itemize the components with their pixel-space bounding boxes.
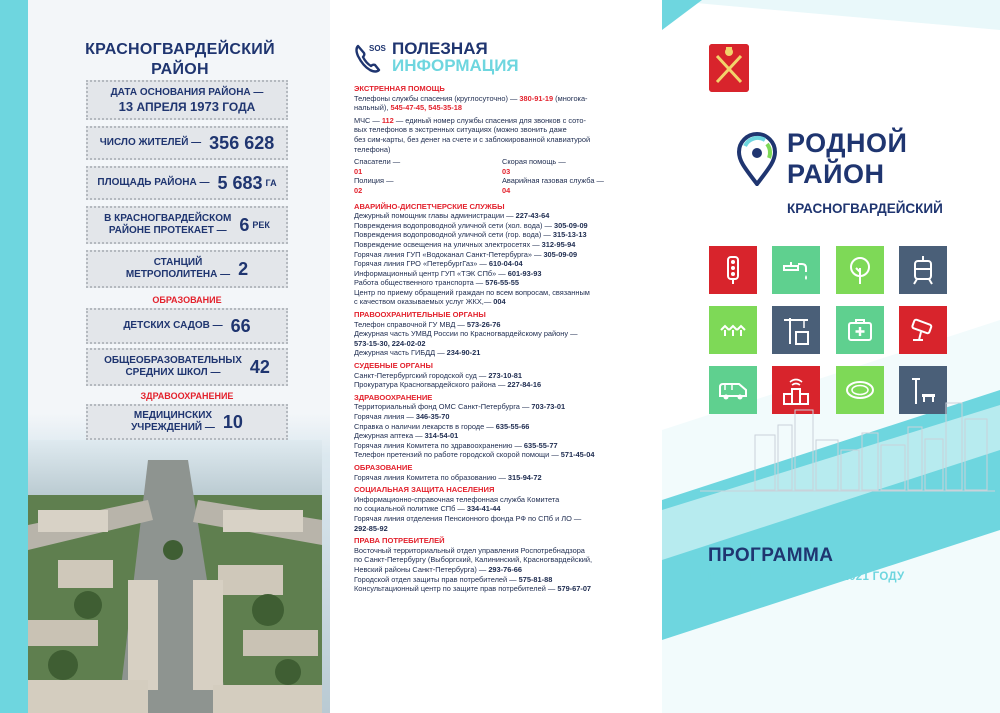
flowers-icon [717, 314, 749, 346]
contact-row: Горячая линия ГРО «ПетербургГаз» — 610-04-04 [354, 259, 523, 269]
fact-rivers: В КРАСНОГВАРДЕЙСКОМ РАЙОНЕ ПРОТЕКАЕТ — 6 РЕК [86, 206, 288, 244]
tile-traffic-light [709, 246, 757, 294]
social-item: Информационно-справочная телефонная служба Комитета по социальной политике СПб — 334-41-44 [354, 494, 560, 514]
tile-construction [772, 306, 820, 354]
contact-row: Справка о наличии лекарств в городе — 635-55-66 [354, 421, 530, 431]
city-aerial-photo [28, 440, 322, 713]
construction-crane-icon [780, 314, 812, 346]
law-item: Телефон справочной ГУ МВД — 573-26-76 [354, 319, 501, 329]
founding-date-value: 13 АПРЕЛЯ 1973 ГОДА [118, 98, 256, 114]
short-numbers-row-2: Полиция — 02 Аварийная газовая служба — 04 [354, 176, 604, 195]
tile-water-tap [772, 246, 820, 294]
education-contacts-heading: ОБРАЗОВАНИЕ [354, 462, 413, 472]
social-item: Горячая линия отделения Пенсионного фонда РФ по СПб и ЛО — 292-85-92 [354, 513, 582, 533]
consumer-item: Консультационный центр по защите прав потребителей — 579-67-07 [354, 584, 592, 594]
fact-metro: СТАНЦИЙ МЕТРОПОЛИТЕНА — 2 [86, 250, 288, 288]
water-tap-icon [780, 254, 812, 286]
contact-row: Повреждения водопроводной уличной сети (гор. вода) — 315-13-13 [354, 230, 587, 240]
social-heading: СОЦИАЛЬНАЯ ЗАЩИТА НАСЕЛЕНИЯ [354, 485, 495, 495]
security-camera-icon [907, 314, 939, 346]
traffic-light-icon [717, 254, 749, 286]
location-pin-logo-icon [735, 132, 779, 186]
fact-founding-date: ДАТА ОСНОВАНИЯ РАЙОНА — 13 АПРЕЛЯ 1973 ГОДА [86, 80, 288, 120]
rescue-phones: Телефоны службы спасения (круглосуточно) — 380-91-19 (многока- нальный), 545-47-45, 545-35-18 [354, 93, 588, 113]
dispatch-list [354, 211, 654, 288]
fact-kindergartens: ДЕТСКИХ САДОВ — 66 [86, 308, 288, 344]
first-aid-icon [844, 314, 876, 346]
contact-row: Повреждения водопроводной уличной сети (хол. вода) — 305-09-09 [354, 220, 588, 230]
cyan-background-shapes [662, 0, 1000, 713]
useful-info-title: ПОЛЕЗНАЯ [392, 39, 488, 58]
law-item: Дежурная часть УМВД России по Красногвардейскому району — 573-15-30, 224-02-02 [354, 329, 578, 348]
healthcare-heading: ЗДРАВООХРАНЕНИЕ [354, 392, 433, 402]
consumer-item: Городской отдел защиты прав потребителей — 575-81-88 [354, 574, 553, 584]
brand-title: РОДНОЙ РАЙОН [787, 128, 908, 189]
emergency-heading: ЭКСТРЕННАЯ ПОМОЩЬ [354, 84, 445, 93]
tree-icon [844, 254, 876, 286]
tram-icon [907, 254, 939, 286]
contact-row: Горячая линия — 346-35-70 [354, 412, 450, 421]
mchs-phone: МЧС — 112 — единый номер службы спасения для звонков с сото- вых телефонов в экстренных ситуациях (можно звонить даже без сим-карты, без денег на счете и с заблокированной клавиатурой телефона) [354, 115, 591, 154]
tile-tram [899, 246, 947, 294]
court-heading: СУДЕБНЫЕ ОРГАНЫ [354, 361, 433, 371]
healthcare-list [354, 402, 654, 460]
tile-security-camera [899, 306, 947, 354]
sos-phone-icon [352, 40, 386, 74]
contact-row: Горячая линия Комитета по здравоохранению — 635-55-77 [354, 440, 558, 450]
law-item: Дежурная часть ГИБДД — 234-90-21 [354, 348, 481, 358]
education-hotline: Горячая линия Комитета по образованию — 315-94-72 [354, 472, 542, 482]
contact-row: Прокуратура Красногвардейского района — 227-84-16 [354, 380, 542, 390]
contact-row: Работа общественного транспорта — 576-55-55 [354, 278, 519, 288]
district-title: КРАСНОГВАРДЕЙСКИЙ РАЙОН [85, 41, 275, 78]
useful-info-subtitle: ИНФОРМАЦИЯ [392, 56, 519, 75]
tile-first-aid [836, 306, 884, 354]
fact-schools: ОБЩЕОБРАЗОВАТЕЛЬНЫХ СРЕДНИХ ШКОЛ — 42 [86, 348, 288, 386]
zhkh-center: Центр по приему обращений граждан по всем вопросам, связанным с качеством оказываемых услуг ЖКХ,— 004 [354, 287, 590, 307]
program-title: ПРОГРАММА [708, 545, 834, 566]
contact-row: Телефон претензий по работе городской скорой помощи — 571-45-04 [354, 450, 595, 460]
tile-tree [836, 246, 884, 294]
contact-row: Повреждение освещения на уличных электросетях — 312-95-94 [354, 239, 576, 249]
consumer-heading: ПРАВА ПОТРЕБИТЕЛЕЙ [354, 536, 445, 546]
education-heading: ОБРАЗОВАНИЕ [152, 295, 222, 305]
contact-row: Дежурная аптека — 314-54-01 [354, 431, 459, 441]
health-heading: ЗДРАВООХРАНЕНИЕ [140, 391, 234, 401]
fact-residents: ЧИСЛО ЖИТЕЛЕЙ — 356 628 [86, 126, 288, 160]
contact-row: Дежурный помощник главы администрации — 227-43-64 [354, 211, 550, 221]
court-list [354, 371, 654, 390]
program-subtitle: РАЗВИТИЯ РАЙОНА В 2021 ГОДУ [708, 571, 905, 583]
tile-flowers [709, 306, 757, 354]
brand-district: КРАСНОГВАРДЕЙСКИЙ [787, 201, 943, 216]
coat-of-arms-icon [709, 44, 749, 92]
contacts-list [354, 84, 654, 594]
consumer-item: Восточный территориальный отдел управления Роспотребнадзора по Санкт-Петербургу (Выборгский, Калининский, Красногвардейский, Невский районы Санкт-Петербурга) — 293-76-66 [354, 545, 593, 574]
cyan-border-strip [0, 0, 28, 713]
svg-text:SOS: SOS [369, 44, 386, 53]
dispatch-heading: АВАРИЙНО-ДИСПЕТЧЕРСКИЕ СЛУЖБЫ [354, 201, 505, 211]
short-numbers-row-1: Спасатели — 01 Скорая помощь — 03 [354, 157, 566, 176]
city-skyline-illustration [700, 395, 995, 495]
contact-row: Горячая линия ГУП «Водоканал Санкт-Петербурга» — 305-09-09 [354, 249, 578, 259]
contact-row: Информационный центр ГУП «ТЭК СПб» — 601-93-93 [354, 268, 542, 278]
contact-row: Санкт-Петербургский городской суд — 273-10-81 [354, 370, 523, 380]
district-facts-panel [0, 0, 330, 713]
law-heading: ПРАВООХРАНИТЕЛЬНЫЕ ОРГАНЫ [354, 310, 486, 320]
contact-row: Территориальный фонд ОМС Санкт-Петербурга — 703-73-01 [354, 402, 566, 412]
fact-medical: МЕДИЦИНСКИХ УЧРЕЖДЕНИЙ — 10 [86, 404, 288, 440]
fact-area: ПЛОЩАДЬ РАЙОНА — 5 683 ГА [86, 166, 288, 200]
